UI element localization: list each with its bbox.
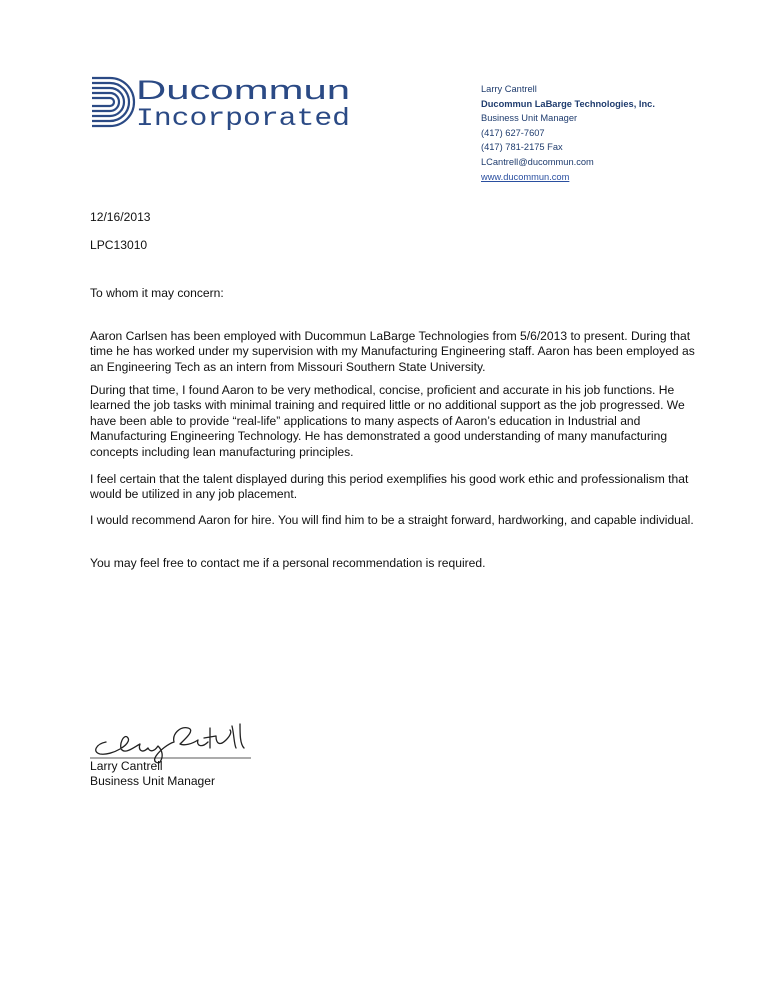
- signature-block: [90, 759, 710, 790]
- letter-paragraph: You may feel free to contact me if a personal recommendation is required.: [90, 556, 486, 570]
- sender-phone: (417) 627-7607: [481, 127, 545, 138]
- letter-salutation: To whom it may concern:: [90, 286, 224, 300]
- handwritten-signature: [88, 716, 253, 764]
- letter-paragraph: During that time, I found Aaron to be very methodical, concise, proficient and accurate in his job functions. He learned the job tasks with minimal training and required little or no additional support as the job progressed. We have been able to provide “real-life” applications to many aspects of Aaron’s education in Industrial and Manufacturing Engineering Technology. He has demonstrated a good understanding of many manufacturing concepts including lean manufacturing principles.: [90, 383, 685, 459]
- letter-paragraph: I would recommend Aaron for hire. You will find him to be a straight forward, hardworking, and capable individual.: [90, 513, 694, 527]
- sender-company: Ducommun LaBarge Technologies, Inc.: [481, 98, 655, 109]
- logo-mark-icon: [92, 78, 134, 126]
- letter-paragraph: Aaron Carlsen has been employed with Ducommun LaBarge Technologies from 5/6/2013 to present. During that time he has worked under my supervision with my Manufacturing Engineering staff. Aaron has been employed as an Engineering Tech as an intern from Missouri Southern State University.: [90, 329, 695, 374]
- sender-fax: (417) 781-2175 Fax: [481, 142, 563, 153]
- sender-block: [481, 82, 741, 184]
- ducommun-logo: [90, 74, 355, 130]
- sender-email[interactable]: LCantrell@ducommun.com: [481, 156, 594, 167]
- letter-paragraph: I feel certain that the talent displayed during this period exemplifies his good work ethic and professionalism that would be utilized in any job placement.: [90, 472, 689, 502]
- letter-reference: LPC13010: [90, 238, 148, 252]
- sender-title: Business Unit Manager: [481, 113, 578, 124]
- signature-title: Business Unit Manager: [90, 774, 216, 789]
- logo-line-1: Ducommun: [136, 75, 350, 105]
- signature-name: Larry Cantrell: [90, 759, 163, 773]
- sender-name: Larry Cantrell: [481, 84, 537, 94]
- logo-line-2: Incorporated: [136, 104, 350, 130]
- letter-date: 12/16/2013: [90, 210, 151, 224]
- sender-website-link[interactable]: www.ducommun.com: [481, 171, 570, 182]
